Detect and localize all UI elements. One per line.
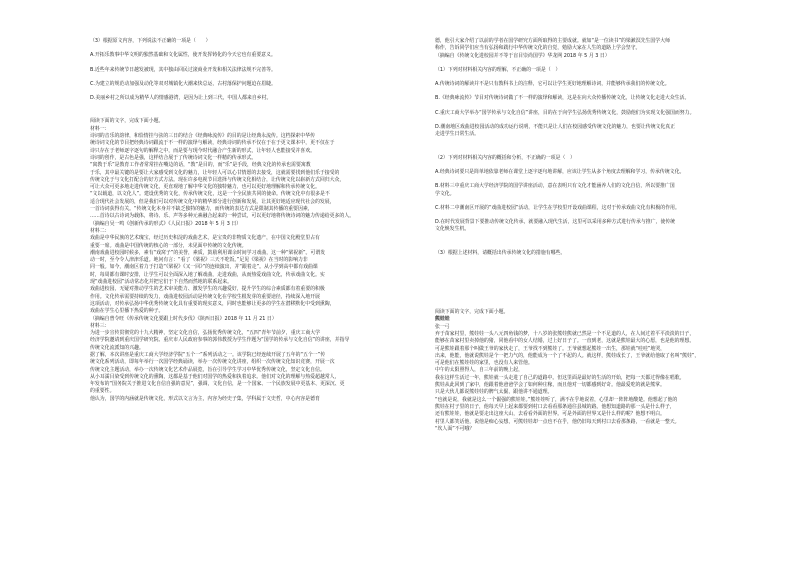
m1-line: 一首诗词获得有关。“传统文化本身并不缺乏独特的魅力，而传统的表达方式是限制其传播的重要因素， (90, 206, 313, 213)
m2-line: 戏曲在学生心里播下热爱的种子。 (90, 308, 164, 315)
q1-option-d: D.潮南地区戏曲进校园活动的成功运行说明，不能只是让人们在校园感受传统文化的魅力，也要让传统文化真正 (435, 124, 676, 131)
m1-line: 诗只存在于老师逐字逐句的解释之中，而是要与现今时代融合产生新的形式，让年轻人也能接受并喜欢。 (90, 147, 315, 154)
q1-stem: （1）下列对材料相关内容的理解，不正确的一项是（ ） (435, 66, 561, 73)
q3-stem: （3）根据上述材料，请概括出传承传统文化的措施有哪些。 (435, 249, 566, 256)
story-title: 熊娃娃 (435, 316, 450, 323)
m1-line: ……首诗以古诗词为载体，将诗、乐、声等多种元素融合起来的一种尝试，可以更好地将传统诗词的魅力传递给更多的人。 (90, 213, 355, 220)
story-line: 能够在苗家村里卖掉他的猪，同他看中的女人结婚，过上好日子了。一直到老，这就是熊娃最大的心愿，也是他的理想。 (435, 338, 695, 345)
story-line: 出来，他能，他就说熊娃是个一把力气的，他能成为一个了不起的人。就这样，熊娃成长了，王爷就给他取了名叫“熊娃”， (435, 352, 700, 359)
m2-line: 潮南戏曲进校园时候多，素有“戏窝子”的美誉，素质，鼓励利用课余时间学习戏曲，这一种“梁祝新”。可谓发 (90, 249, 326, 256)
left-q3-option-a: A.开拓乐教事中华文明的独然基础和文化属性，使开发挥铸化的今天它也有重要意义。 (90, 52, 276, 59)
story-line: “也就是说，我就是这么一个倔强的熊娃娃。”熊娃娃听了，满不在乎地说着，心里却一阵阵地酸楚。他想起了他的 (435, 396, 678, 403)
m3-line: 传统文化主题活动，举办一次传统文化艺术作品展览，旨在引导学生学习中华优秀传统文化，坚定文化自信。 (90, 366, 325, 373)
left-q3-option-c: C.为建立的规范动加强及动化等双对城镇化大潮来快总运，古村落保护问题迫在眉睫。 (90, 80, 276, 87)
m2-line: 作用。文化传承需要持续的发力，戏曲进校园活动是传统文化在学校生根发芽的重要途径，持续深入地开展 (90, 293, 320, 300)
material-3-text (90, 330, 404, 403)
m2-line: 时，每周都有课时安排，让学生可以全面深入地了解戏曲，走进戏曲，从而热爱戏曲文化，传承戏曲文化。实 (90, 271, 325, 278)
m3-source: （摘编自《传统文化进校园并不等于盲目崇尚国学》华龙网 2018 年 5 月 3 日） (435, 52, 610, 59)
story-author: 张一弓 (435, 323, 450, 330)
m3-continued-line: 称作，告诉同学们应当有弘扬和践行中华传统文化的自觉，勉励大家在人生的道路上学会坚守。 (435, 45, 641, 52)
m1-line: 于乐，其中最关键的是要让大家感受到文化的魅力，让年轻人可以心甘情愿的去接受，这就需要找到他们乐于接受的 (90, 169, 340, 176)
m1-line: 诗词的音乐的韵律，和恰情挂与弦的三日的结合《经典咏流传》的目的是让经典永流传。这档探索中华传 (90, 133, 315, 140)
m2-line: 动一时，至今令人津津乐道。地问有言：“看了《梁祝》三天不吃饭。”足见《梁祝》在当时的影响力非 (90, 257, 308, 264)
m2-line: 戏曲进校园，无疑对推动学生的艺术审美能力、激发学生的兴趣爱好，提升学生的综合素质都有着重要的积极 (90, 286, 325, 293)
material-2-label: 材料二： (90, 227, 110, 234)
m3-line: 传统文化流派知的兴趣。 (90, 344, 144, 351)
material-1-text (90, 133, 404, 228)
m1-line: 传统文化于与文化打配合的好方式方法。现在许多电视节目选择与传统文化相结合，让传统文化以崭新方式回归大众， (90, 176, 345, 183)
story-line: 熊娃从此回到了家中，他跟着他爸爸学会了如何种庄稼，而且他对一切都感到好奇。他最爱吃的就是熊掌。 (435, 382, 665, 389)
m1-line: 诗词的创作，是古色是强，这样结合展于了传统诗词文化一样精的传承形式。 (90, 154, 257, 161)
m1-source: （摘编自吴一鸣《创新传承的形式》《人民日报》2018 年 5 月 3 日） (90, 220, 242, 227)
m3-line: 年发布的“国务院关于推进文化自信自强的意见”，强调，文化自信，是一个国家、一个民族发展中更基本、更深沉、更 (90, 381, 345, 388)
m3-continued-line: 德，他引大家介绍了以前的学者在国学研究方面所取得的主要成就。就如“是一位读书”的梁漱溟先生国学大师 (435, 38, 670, 44)
q2-option-c: C.材料二中潮南区开展的“戏曲进校园”活动，让学生在学校里开设戏曲课程，这对于传承戏曲文化有积极的作用。 (435, 204, 680, 211)
story-line: 弃于苗家村里，熊娃娃一头八元四角钱的梦，十八岁的张熊娃熊就已然是一个不足道的人，在人间过着平平淡淡的日子， (435, 330, 695, 337)
q2-stem: （2）下列对材料相关内容的概括和分析，不正确的一项是（ ） (435, 154, 576, 161)
story-text (435, 331, 748, 433)
q2-option-d: D.在时代发展背景下要推动传统文化传承，就要融入现代生活，这里可以采用多种方式进行传承与推广，使传统 (435, 219, 676, 226)
story-line: 村里人都笑话他，说他是痴心妄想，可熊娃娃却一点也不在乎，他仍旧每天到村口去看那条路，一看就是一整天。 (435, 418, 680, 425)
q1-option-c: C.重庆工商大学举办“国学传承与文化自信”讲座，目的在于向学生弘扬优秀传统文化，鼓励他们为实现文化强国而努力。 (435, 109, 695, 116)
m3-line: 经济学院邀请到重庆国学研究院、重庆市人民政府参事的郭伟教授为学生作题为“国学的传承与文化自信”的讲座，并指导 (90, 337, 350, 344)
story-line: 中午的太阳照得人，自三年前的晚上起， (435, 367, 524, 374)
q1-option-a: A.传统诗词的解读并不是只有教科书上的注释，它可以让学生更好地理解诗词，并能够传承我们的传统文化。 (435, 81, 670, 88)
m2-line: 同一般。如今，潮南区着力于打造“《梁祝》《又一回》”的连续演出，并“跟着走”。从小学到高中都有戏曲课 (90, 264, 318, 271)
q2-option-b-cont: 学文化。 (435, 190, 455, 197)
story-line: 熊娃在村子里的日子，他每天早上起来都要到村口去看看那条通往县城的路。他想知道路的那一头是什么样子， (435, 403, 675, 410)
q1-option-d-cont: 走进学生日常生活。 (435, 131, 480, 138)
q2-option-b: B.材料三中重庆工商大学经济学院的国学讲座活动，意在表明只有文化才能涵养人们的文化自信，所以要推广国 (435, 183, 675, 190)
q2-option-a: A.经典诗词要只是简单地依靠老师在课堂上逐字逐句地讲解，应该让学生从多个角度去理解和学习，传承传统文化。 (435, 168, 685, 175)
reading2-intro: 阅读下面的文字，完成下面小题。 (435, 309, 509, 316)
left-column (90, 38, 404, 403)
m3-line: 的重要性。 (90, 388, 115, 395)
material-1-label: 材料一： (90, 125, 110, 132)
story-line: 只是大伙儿都说熊娃娃的脾气太倔，跟他讲不通道理。 (435, 389, 553, 396)
story-line: 可是熊娃跟着那个叫做王爷的家伙走了，王爷找不到熊娃了。王爷就想起熊娃一出生，那娃就“哇哇”地哭， (435, 345, 666, 352)
left-q3-option-d: D.美丽乡村之所以成为精华人的情感港湾，是因为让上到三代，中国人都来自乡村。 (90, 95, 272, 102)
m2-line: 这项活动，对传承弘扬中华优秀传统文化具有重要的现实意义，同时也能够让更多的学生在潜移默化中受到熏陶， (90, 300, 335, 307)
story-line: 我在这样生活过一年，熊娃就一头走进了自己的道路中。但这里面是最好的生活的开始，把每一天都过得像在唱歌。 (435, 374, 685, 381)
q1-option-b: B.《经典咏流传》节目对传统诗词做了不一样的演绎和解读，这是在向大众传播传统文化，让传统文化走进大众生活。 (435, 95, 690, 102)
story-line: 可是他们在熊娃娃的家里，也没有人来管他。 (435, 360, 533, 367)
material-2-text (90, 235, 404, 323)
material-3-label: 材料三： (90, 322, 110, 329)
m3-line: 为进一步宣传贯彻党的十九大精神，坚定文化自信，弘扬优秀传统文化，“五四”青年节前夕，重庆工商大学 (90, 330, 321, 337)
m1-line: 可让大众可更多地走进传统文化，更直观地了解中华文化的独特魅力，也可以更好地理解和传承传统文化。 (90, 184, 320, 191)
m2-line: 戏曲是中华民族的艺术瑰宝，经过历史积淀的戏曲艺术，是宝贵的非物质文化遗产，在中国文化殿堂里占有 (90, 235, 320, 242)
story-line: “坎人面”不可哦？ (435, 425, 475, 432)
m1-line: “文以载道，以文化人”。建设优秀的文化，传承传统文化，这是一个全民族共同的使命。传统文化中有很多是不 (90, 191, 330, 198)
right-column (435, 38, 748, 433)
m3-line: 统文化系列活动，即每年举行一次国学经典诵读，举办一次传统文化讲座，组织一次传统文化知识竞赛，开展一次 (90, 359, 335, 366)
m3-line: 他认为，国学的内涵就是传统文化，形式以文言为主，内容为经史子集，学科属于文史哲，中心内容是德育 (90, 395, 320, 402)
story-line: 还有熊娃娃，他就是要走出这座大山，去看看外面的世界。可是外面的世界又是什么样的呢？他想不明白。 (435, 411, 665, 418)
m1-line: “寓教于乐”是教育工作者常常挂在嘴边的话，“教”是目的，而“乐”是手段，经典文化的传承也需要寓教 (90, 162, 311, 169)
left-q3-option-b: B.近些年来传统节日越发被现，其中独由回民过滚商业开发和相关法律法规不完善等。 (90, 66, 276, 73)
left-q3-stem: （3）根据原文内容，下列说法不正确的一项是（ ） (90, 38, 211, 44)
reading-intro: 阅读下面的文字，完成下面小题。 (90, 118, 164, 125)
m1-line: 适合现代社会发展的，但是我们可以对传统文化中的精华部分进行创新和发展，让其更好地适应现代社会的发展， (90, 198, 335, 205)
m1-line: 统诗词文化的节目把经典诗词跟流于不一样的演绎与解读，经典诗词的传承不仅在于在于更文课本中，更不仅在于 (90, 140, 335, 147)
m2-line: 现“戏曲进校园”活动常态化并把它们于下自然而然地的联系起来。 (90, 279, 233, 286)
m3-line: 据了解，本次讲座是重庆工商大学经济学院“五个一”系列活动之一。该学院已经连续开展了五年的“五个一”传 (90, 351, 326, 358)
q2-option-d-cont: 文化焕发生机。 (435, 226, 470, 233)
m3-line: 从小耳濡目染受到传统文化的熏陶，这都是基于他们对国学的热爱和执着追求。他们对文化的理解与热爱超越常人， (90, 373, 340, 380)
m2-line: 重要一席。戏曲是中国传统的核心的一部分，未见面中传统的文化传统。 (90, 242, 247, 249)
m2-source: （摘编自曾令旺《传承传统文化要跟上时代步伐》《陕西日报》2018 年 11 月 21 日） (90, 315, 277, 322)
